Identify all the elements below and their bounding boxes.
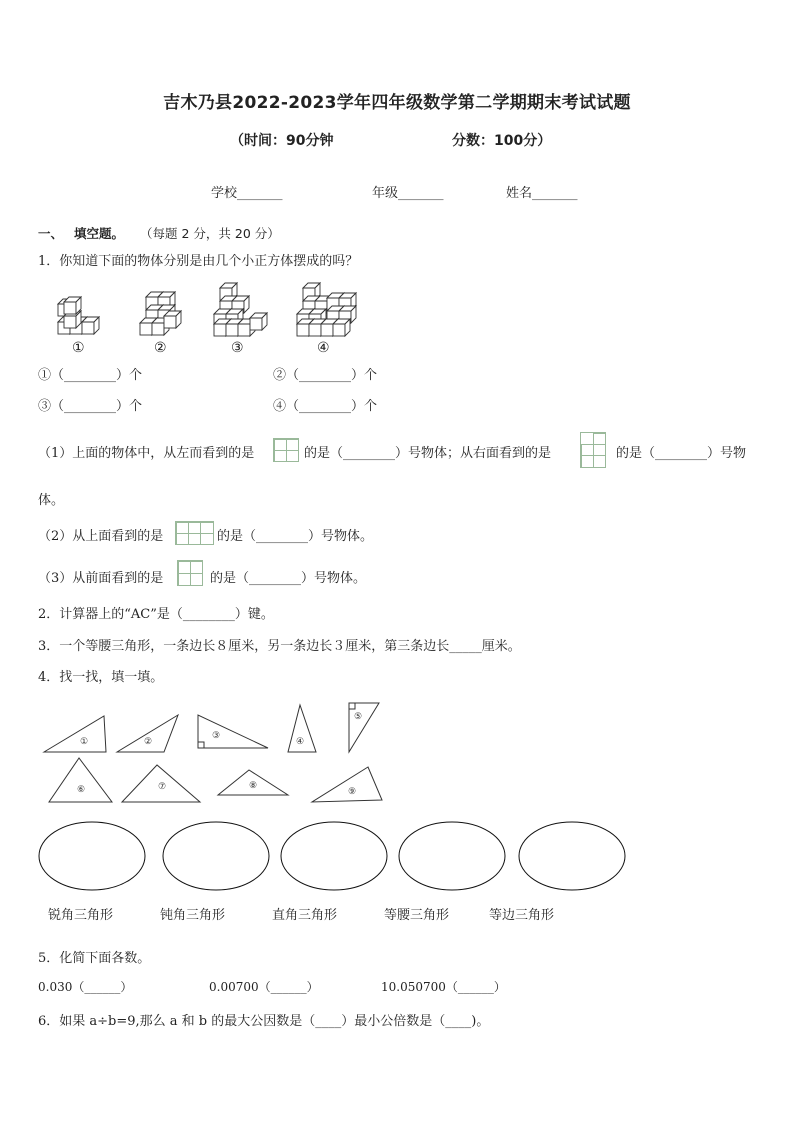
grade-field: 年级_______: [372, 186, 444, 201]
triangle-1: [44, 716, 106, 752]
q1-answer-1: ①（________）个: [38, 368, 143, 383]
triangle-6: [49, 758, 112, 802]
q1-sub3-text-a: （3）从前面看到的是: [38, 571, 164, 586]
q1-sub1-text-c: 的是（________）号物: [616, 446, 747, 461]
triangle-label-2: ②: [143, 737, 153, 747]
q1-sub1-text-b: 的是（________）号物体；从右面看到的是: [304, 446, 552, 461]
q1-sub1-text-a: （1）上面的物体中，从左而看到的是: [38, 446, 255, 461]
ellipse-right: [281, 822, 387, 890]
triangle-5: [349, 703, 379, 752]
triangle-label-6: ⑥: [76, 785, 86, 795]
q1-sub2-text-b: 的是（________）号物体。: [217, 529, 374, 544]
school-field: 学校_______: [211, 186, 283, 201]
q1-sub3-text-b: 的是（________）号物体。: [210, 571, 367, 586]
triangle-label-7: ⑦: [157, 782, 167, 792]
ellipse-obtuse: [163, 822, 269, 890]
section-note: （每题 2 分，共 20 分）: [140, 226, 280, 241]
exam-time: （时间：90分钟: [230, 133, 334, 149]
q1-sub2-text-a: （2）从上面看到的是: [38, 529, 164, 544]
section-number: 一、: [38, 226, 64, 241]
q1-sub1-text-d: 体。: [38, 493, 65, 508]
exam-score: 分数：100分）: [452, 133, 552, 149]
figure-label-2: ②: [154, 340, 167, 356]
q4-stem: 4．找一找，填一填。: [38, 670, 164, 685]
figure-label-4: ④: [317, 340, 330, 356]
q1-answer-3: ③（________）个: [38, 399, 143, 414]
triangle-label-8: ⑧: [248, 781, 258, 791]
q5-item-2: 0.00700（______）: [209, 980, 319, 994]
category-isosceles: 等腰三角形: [384, 908, 450, 923]
q5-stem: 5．化简下面各数。: [38, 951, 151, 966]
q1-answer-2: ②（________）个: [273, 368, 378, 383]
category-obtuse: 钝角三角形: [160, 908, 226, 923]
category-equilateral: 等边三角形: [489, 908, 555, 923]
q1-answer-4: ④（________）个: [273, 399, 378, 414]
triangle-label-4: ④: [295, 737, 305, 747]
figure-label-1: ①: [72, 340, 85, 356]
category-acute: 锐角三角形: [48, 908, 114, 923]
triangle-label-5: ⑤: [353, 712, 363, 722]
triangle-label-9: ⑨: [347, 787, 357, 797]
q5-item-1: 0.030（______）: [38, 980, 133, 994]
ellipse-isosceles: [399, 822, 505, 890]
q2-text: 2．计算器上的“AC”是（________）键。: [38, 607, 274, 622]
triangle-label-1: ①: [79, 737, 89, 747]
triangle-label-3: ③: [211, 731, 221, 741]
q6-text: 6．如果 a÷b=9,那么 a 和 b 的最大公因数是（____）最小公倍数是（____)。: [38, 1014, 490, 1029]
exam-title: 吉木乃县2022-2023学年四年级数学第二学期期末考试试题: [163, 93, 631, 113]
ellipse-acute: [39, 822, 145, 890]
q3-text: 3．一个等腰三角形，一条边长８厘米，另一条边长３厘米，第三条边长_____厘米。: [38, 639, 521, 654]
q1-stem: 1．你知道下面的物体分别是由几个小正方体摆成的吗？: [38, 254, 359, 269]
figure-label-3: ③: [231, 340, 244, 356]
triangle-3: [198, 715, 268, 748]
q5-item-3: 10.050700（______）: [381, 980, 506, 994]
name-field: 姓名_______: [506, 186, 578, 201]
ellipse-equilateral: [519, 822, 625, 890]
section-title: 填空题。: [74, 226, 125, 241]
category-right: 直角三角形: [272, 908, 338, 923]
